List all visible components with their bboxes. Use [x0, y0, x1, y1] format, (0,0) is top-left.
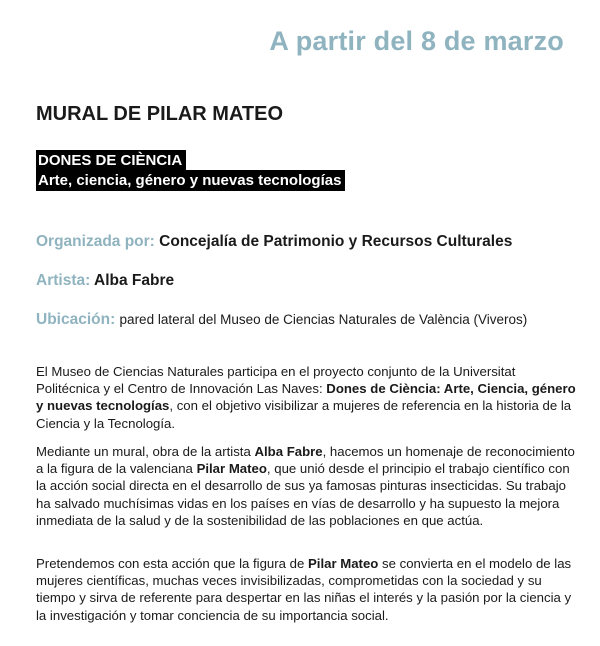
- highlight-line-2: Arte, ciencia, género y nuevas tecnologías: [36, 170, 345, 191]
- organizer-label: Organizada por:: [36, 233, 155, 250]
- paragraph-2-text-a: Mediante un mural, obra de la artista: [36, 444, 255, 459]
- paragraph-3-text-a: Pretendemos con esta acción que la figura de: [36, 556, 308, 571]
- highlight-line-1: DONES DE CIÈNCIA: [36, 150, 186, 171]
- location-value: pared lateral del Museo de Ciencias Naturales de València (Viveros): [119, 312, 528, 327]
- highlight-block: [36, 150, 345, 190]
- paragraph-1-bold-project: Dones de Ciència: Arte, Ciencia, género y nuevas tecnologías: [36, 381, 576, 414]
- artist-row: [36, 272, 174, 290]
- paragraph-3-bold-pilar: Pilar Mateo: [307, 556, 379, 571]
- artist-value: Alba Fabre: [94, 272, 175, 289]
- paragraph-3-text-c: se convierta en el modelo de las mujeres científicas, muchas veces invisibilizadas, comprometidas con la sociedad y su tiempo y sirva de referente para despertar en las niñas el interés y la pasión por la ciencia y la investigación y tomar conciencia de su importancia social.: [36, 556, 572, 623]
- paragraph-2-text-c: , hacemos un homenaje de reconocimiento a la figura de la valenciana: [36, 444, 575, 477]
- date-banner: A partir del 8 de marzo: [269, 26, 564, 56]
- paragraph-2-bold-artist: Alba Fabre: [254, 444, 323, 459]
- paragraph-1: [36, 363, 576, 432]
- paragraph-2-bold-pilar: Pilar Mateo: [196, 461, 267, 477]
- artist-label: Artista:: [36, 272, 91, 289]
- paragraph-2: [36, 443, 576, 529]
- location-label: Ubicación:: [36, 311, 116, 328]
- paragraph-1-text-a: El Museo de Ciencias Naturales participa en el proyecto conjunto de la Universitat Politécnica y el Centro de Innovación Las Naves:: [36, 364, 516, 397]
- page-title: MURAL DE PILAR MATEO: [36, 103, 284, 125]
- paragraph-2-text-e: , que unió desde el principio el trabajo científico con la acción social directa en el desarrollo de sus ya famosas pinturas insecticidas. Su trabajo ha salvado muchísimas vidas en los países en vías de desarrollo y ha supuesto la mejora inmediata de la salud y de la sostenibilidad de las poblaciones en que actúa.: [36, 461, 570, 528]
- organizer-value: Concejalía de Patrimonio y Recursos Culturales: [159, 233, 513, 250]
- paragraph-1-text-c: , con el objetivo visibilizar a mujeres de referencia en la historia de la Ciencia y la Tecnología.: [36, 398, 572, 431]
- paragraph-3: [36, 555, 576, 624]
- location-row: [36, 311, 527, 329]
- organizer-row: [36, 233, 512, 251]
